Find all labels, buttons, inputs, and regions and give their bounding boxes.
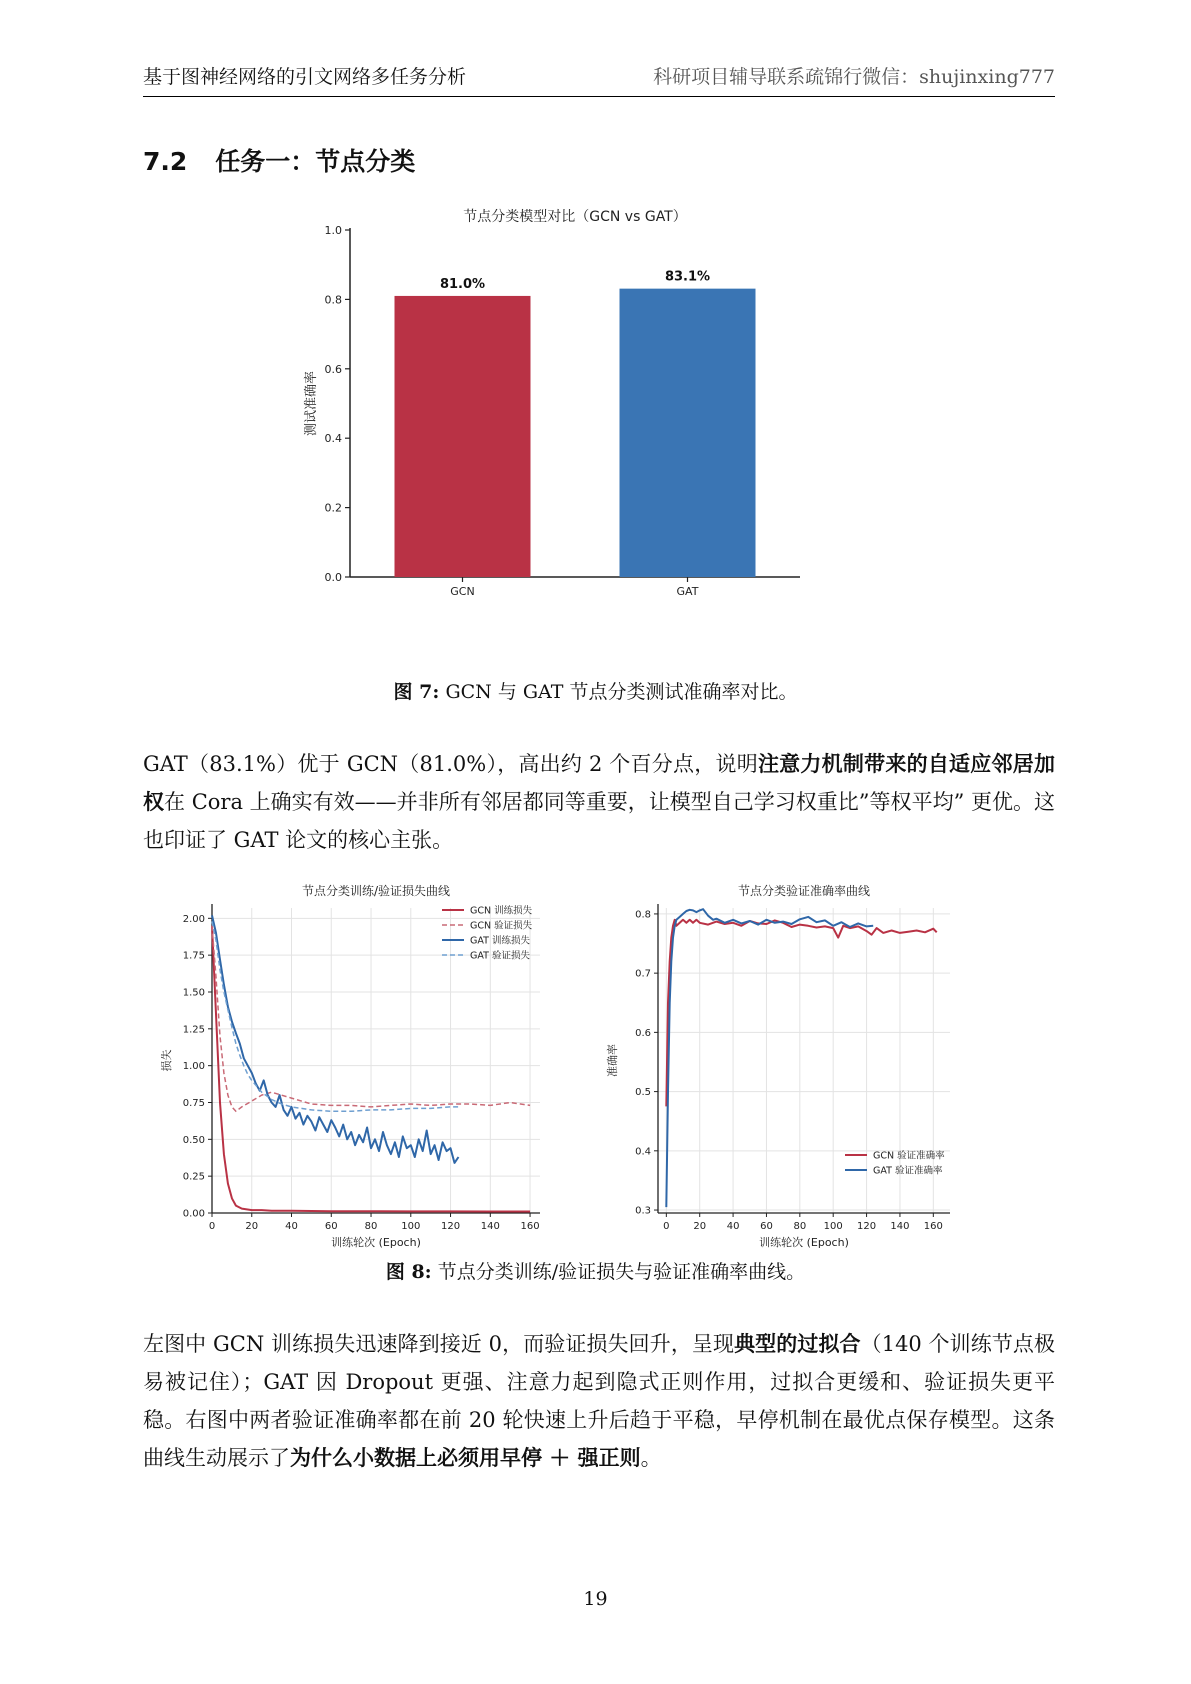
legend-label: GCN 训练损失 [470,905,533,917]
x-tick-label: 120 [440,1221,461,1232]
x-tick-label: 100 [401,1221,421,1232]
x-tick-label: 20 [693,1221,707,1232]
legend-label: GAT 验证损失 [470,950,530,962]
x-tick-label: 60 [324,1221,338,1232]
y-axis-label: 测试准确率 [304,370,319,437]
series-line-1 [666,909,873,1207]
x-tick-label: 100 [823,1221,843,1232]
section-number: 7.2 [143,147,188,176]
x-tick-label: 0 [663,1221,670,1232]
y-tick-label: 1.0 [324,224,342,237]
legend-label: GAT 验证准确率 [873,1165,943,1177]
y-tick-label: 0.2 [324,501,342,515]
y-tick-label: 0.4 [324,432,342,446]
x-tick-label: GCN [450,585,475,598]
page-number: 19 [583,1588,608,1610]
x-tick-label: 40 [285,1221,298,1232]
paragraph-1-text-a: GAT（83.1%）优于 GCN（81.0%），高出约 2 个百分点，说明 [143,752,758,776]
y-tick-label: 0.00 [182,1208,205,1220]
x-tick-label: 160 [520,1221,540,1232]
y-axis-label: 准确率 [606,1044,619,1077]
paragraph-1-emphasis: 注意力机制带来的自适应邻居加权 [143,752,1055,814]
section-heading [143,142,415,178]
y-tick-label: 0.50 [182,1134,205,1146]
bar-gat [620,289,756,577]
x-tick-label: GAT [676,585,699,598]
paragraph-2-emphasis-2: 为什么小数据上必须用早停 ＋ 强正则 [290,1446,641,1470]
series-line-0 [666,920,936,1107]
paragraph-2-text-a: 左图中 GCN 训练损失迅速降到接近 0，而验证损失回升，呈现 [143,1332,735,1356]
section-title: 任务一：节点分类 [215,147,416,176]
y-tick-label: 1.00 [182,1061,205,1073]
y-tick-label: 0.4 [635,1146,651,1158]
y-tick-label: 1.25 [182,1024,205,1036]
bar-gcn [395,296,531,577]
accuracy-chart [605,880,1035,1249]
running-header [143,62,1055,97]
y-tick-label: 0.6 [324,362,342,376]
y-tick-label: 0.0 [324,571,342,584]
x-tick-label: 140 [480,1221,500,1232]
series-line-2 [212,915,459,1163]
y-tick-label: 0.75 [182,1097,205,1109]
paragraph-2-emphasis-1: 典型的过拟合 [734,1332,861,1356]
y-tick-label: 0.7 [635,968,651,980]
y-tick-label: 2.00 [182,913,205,925]
x-tick-label: 40 [726,1221,740,1232]
y-tick-label: 1.75 [182,950,205,962]
paragraph-1 [143,745,1055,859]
x-tick-label: 160 [923,1221,943,1232]
series-line-3 [212,921,459,1111]
header-contact: 科研项目辅导联系疏锦行微信：shujinxing777 [653,66,1055,88]
x-tick-label: 140 [890,1221,910,1232]
x-tick-label: 80 [364,1221,378,1232]
x-tick-label: 20 [245,1221,259,1232]
chart-title: 节点分类训练/验证损失曲线 [301,884,451,898]
figure-8-label: 图 8: [385,1261,432,1283]
paragraph-2 [143,1325,1055,1477]
x-tick-label: 120 [857,1221,877,1232]
figure-7-text: GCN 与 GAT 节点分类测试准确率对比。 [439,681,798,703]
x-tick-label: 60 [760,1221,773,1232]
y-tick-label: 0.25 [182,1171,205,1183]
figure-8-caption [0,1257,1191,1284]
x-tick-label: 0 [208,1221,216,1232]
y-tick-label: 0.8 [635,909,651,921]
figure-7-label: 图 7: [393,681,440,703]
figure-7-caption [0,677,1191,704]
bar-value-label: 81.0% [439,276,486,292]
paragraph-2-text-b: （140 个训练节点极易被记住）；GAT 因 Dropout 更强、注意力起到隐式正则作用，过拟合更缓和、验证损失更平稳。右图中两者验证准确率都在前 20 轮快速上升后趋于平稳，早停机制在最优点保存模型。这条曲线生动展示了 [143,1332,1056,1470]
paragraph-1-text-b: 在 Cora 上确实有效——并非所有邻居都同等重要，让模型自己学习权重比”等权平均” 更优。这也印证了 GAT 论文的核心主张。 [143,790,1056,852]
y-axis-label: 损失 [160,1049,173,1072]
chart-title: 节点分类验证准确率曲线 [737,884,871,898]
loss-chart [160,880,590,1249]
y-tick-label: 0.6 [635,1027,651,1039]
y-tick-label: 1.50 [182,987,205,999]
y-tick-label: 0.5 [635,1087,651,1099]
y-tick-label: 0.3 [635,1205,651,1217]
bar-chart [300,208,860,608]
x-axis-label: 训练轮次 (Epoch) [759,1236,849,1249]
x-tick-label: 80 [793,1221,807,1232]
chart-title: 节点分类模型对比（GCN vs GAT） [463,209,687,225]
header-title: 基于图神经网络的引文网络多任务分析 [143,66,467,88]
legend-label: GAT 训练损失 [470,935,530,947]
figure-8-text: 节点分类训练/验证损失与验证准确率曲线。 [431,1261,806,1283]
paragraph-2-text-c: 。 [640,1446,662,1470]
legend-label: GCN 验证准确率 [873,1150,945,1162]
legend-label: GCN 验证损失 [470,920,533,932]
bar-value-label: 83.1% [664,269,711,285]
x-axis-label: 训练轮次 (Epoch) [331,1236,421,1249]
y-tick-label: 0.8 [324,293,342,307]
